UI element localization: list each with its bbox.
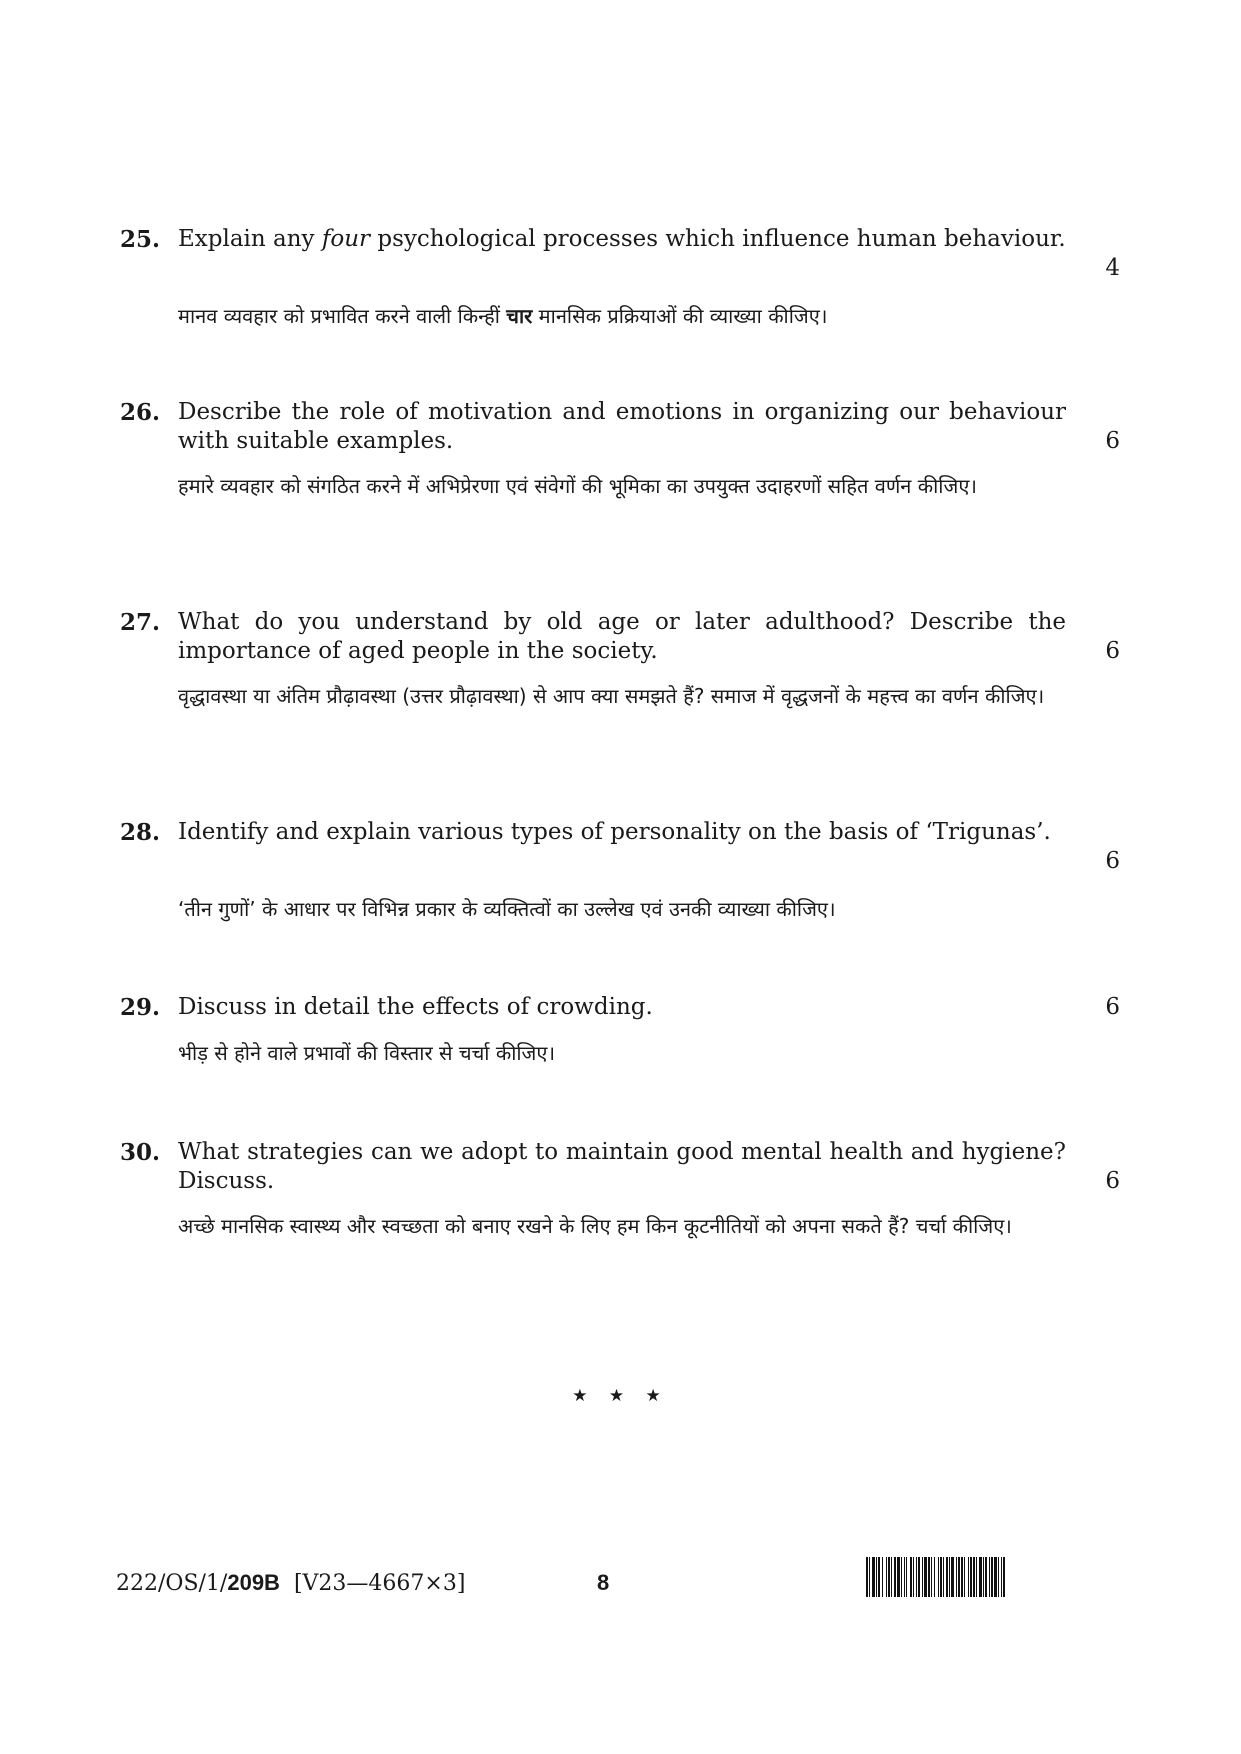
question-text-english: Describe the role of motivation and emotions in organizing our behaviour with suitable examples. bbox=[178, 399, 1066, 454]
question-text-hindi: मानव व्यवहार को प्रभावित करने वाली किन्हीं चार मानसिक प्रक्रियाओं की व्याख्या कीजिए। bbox=[178, 304, 828, 328]
question-text-hindi: हमारे व्यवहार को संगठित करने में अभिप्रेरणा एवं संवेगों की भूमिका का उपयुक्त उदाहरणों सहित वर्णन कीजिए। bbox=[178, 474, 977, 498]
paper-code: 222/OS/1/209B [V23—4667×3] bbox=[116, 1570, 466, 1596]
question-number: 30. bbox=[120, 1139, 161, 1166]
question-number: 26. bbox=[120, 399, 161, 426]
question-text-english: Identify and explain various types of personality on the basis of ‘Trigunas’. bbox=[178, 819, 1051, 845]
barcode bbox=[866, 1557, 1130, 1597]
question-marks: 6 bbox=[1105, 1168, 1120, 1194]
question-text-english: Discuss in detail the effects of crowding. bbox=[178, 994, 653, 1020]
page-number: 8 bbox=[597, 1570, 610, 1595]
question-marks: 6 bbox=[1105, 428, 1120, 454]
question-number: 25. bbox=[120, 226, 161, 253]
question-marks: 6 bbox=[1105, 994, 1120, 1020]
question-number: 28. bbox=[120, 819, 161, 846]
question-text-hindi: अच्छे मानसिक स्वास्थ्य और स्वच्छता को बनाए रखने के लिए हम किन कूटनीतियों को अपना सकते हैं? चर्चा कीजिए। bbox=[178, 1214, 1012, 1238]
question-text-english: What do you understand by old age or later adulthood? Describe the importance of aged people in the society. bbox=[178, 609, 1066, 664]
question-marks: 6 bbox=[1105, 848, 1120, 874]
question-marks: 6 bbox=[1105, 638, 1120, 664]
end-of-paper-marker: ★ ★ ★ bbox=[572, 1386, 669, 1406]
question-text-hindi: ‘तीन गुणों’ के आधार पर विभिन्न प्रकार के व्यक्तित्वों का उल्लेख एवं उनकी व्याख्या कीजिए। bbox=[178, 897, 836, 921]
question-number: 29. bbox=[120, 994, 161, 1021]
question-number: 27. bbox=[120, 609, 161, 636]
question-text-english: Explain any four psychological processes which influence human behaviour. bbox=[178, 226, 1066, 252]
question-text-hindi: भीड़ से होने वाले प्रभावों की विस्तार से चर्चा कीजिए। bbox=[178, 1041, 556, 1065]
question-text-hindi: वृद्धावस्था या अंतिम प्रौढ़ावस्था (उत्तर प्रौढ़ावस्था) से आप क्या समझते हैं? समाज में वृद्धजनों के महत्त्व का वर्णन कीजिए। bbox=[178, 684, 1045, 708]
question-marks: 4 bbox=[1105, 255, 1120, 281]
question-text-english: What strategies can we adopt to maintain good mental health and hygiene? Discuss. bbox=[178, 1139, 1066, 1194]
